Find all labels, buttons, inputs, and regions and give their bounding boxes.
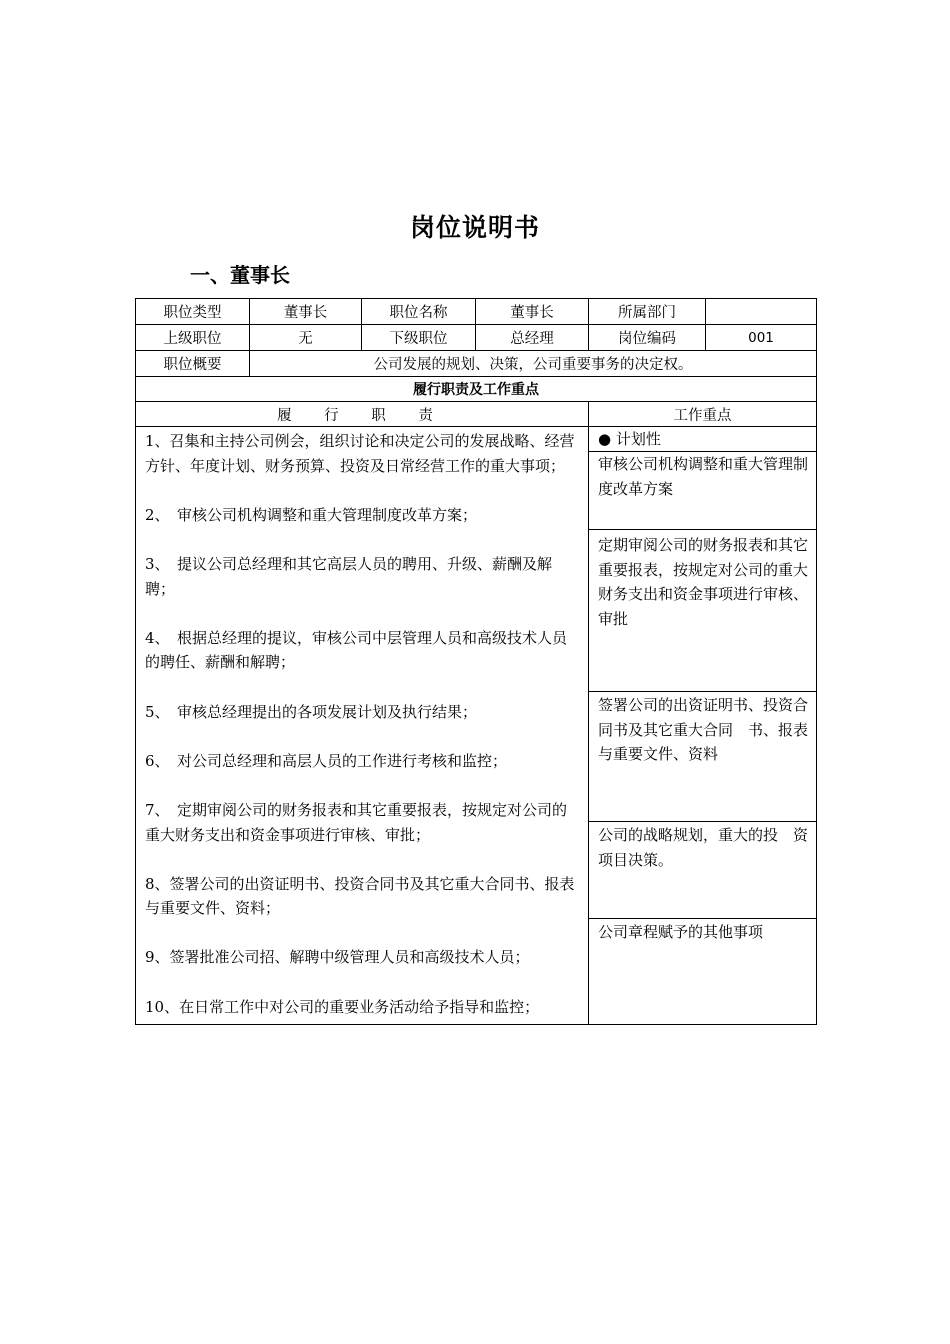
label-subordinate: 下级职位 xyxy=(362,325,476,351)
duty-item: 4、 根据总经理的提议，审核公司中层管理人员和高级技术人员的聘任、薪酬和解聘； xyxy=(145,628,568,672)
table-row xyxy=(136,325,817,351)
label-summary: 职位概要 xyxy=(136,351,250,377)
duty-item: 5、 审核总经理提出的各项发展计划及执行结果； xyxy=(145,702,478,721)
label-position-code: 岗位编码 xyxy=(589,325,706,351)
duty-item: 3、 提议公司总经理和其它高层人员的聘用、升级、薪酬及解聘； xyxy=(145,554,553,598)
table-row xyxy=(136,351,817,377)
label-superior: 上级职位 xyxy=(136,325,250,351)
document-title: 岗位说明书 xyxy=(409,213,540,242)
section-header: 履行职责及工作重点 xyxy=(136,377,817,402)
duty-item: 6、 对公司总经理和高层人员的工作进行考核和监控； xyxy=(145,751,508,770)
focus-item: 公司章程赋予的其他事项 xyxy=(598,923,764,941)
value-position-code: 001 xyxy=(706,325,817,351)
table-row xyxy=(136,299,817,325)
duty-item: 9、签署批准公司招、解聘中级管理人员和高级技术人员； xyxy=(145,948,530,967)
focus-item: 定期审阅公司的财务报表和其它重要报表，按规定对公司的重大财务支出和资金事项进行审核、审批 xyxy=(589,530,816,692)
focus-item: 审核公司机构调整和重大管理制度改革方案 xyxy=(589,452,816,530)
label-department: 所属部门 xyxy=(589,299,706,325)
duty-item: 1、召集和主持公司例会，组织讨论和决定公司的发展战略、经营方针、年度计划、财务预算、投资及日常经营工作的重大事项； xyxy=(145,432,575,475)
duty-item: 7、 定期审阅公司的财务报表和其它重要报表，按规定对公司的重大财务支出和资金事项进行审核、审批； xyxy=(145,800,568,844)
column-header-focus: 工作重点 xyxy=(589,402,817,427)
focus-item: ● 计划性 xyxy=(589,427,816,452)
focus-list xyxy=(589,427,817,1025)
label-job-name: 职位名称 xyxy=(362,299,476,325)
focus-item: 公司的战略规划，重大的投 资项目决策。 xyxy=(589,822,816,919)
table-row xyxy=(136,377,817,402)
focus-item: 签署公司的出资证明书、投资合同书及其它重大合同 书、报表与重要文件、资料 xyxy=(589,692,816,822)
duty-item: 8、签署公司的出资证明书、投资合同书及其它重大合同书、报表与重要文件、资料； xyxy=(145,874,575,918)
value-subordinate: 总经理 xyxy=(476,325,589,351)
duty-item: 10、在日常工作中对公司的重要业务活动给予指导和监控； xyxy=(145,997,540,1016)
duty-item: 2、 审核公司机构调整和重大管理制度改革方案； xyxy=(145,505,478,524)
duties-list xyxy=(136,427,589,1025)
value-job-name: 董事长 xyxy=(476,299,589,325)
table-row xyxy=(136,402,817,427)
job-description-table xyxy=(135,298,817,1025)
value-department xyxy=(706,299,817,325)
column-header-duties: 履 行 职 责 xyxy=(136,402,589,427)
value-superior: 无 xyxy=(250,325,362,351)
label-job-type: 职位类型 xyxy=(136,299,250,325)
value-job-type: 董事长 xyxy=(250,299,362,325)
value-summary: 公司发展的规划、决策，公司重要事务的决定权。 xyxy=(250,351,817,377)
table-row xyxy=(136,427,817,1025)
section-title: 一、董事长 xyxy=(190,263,290,287)
